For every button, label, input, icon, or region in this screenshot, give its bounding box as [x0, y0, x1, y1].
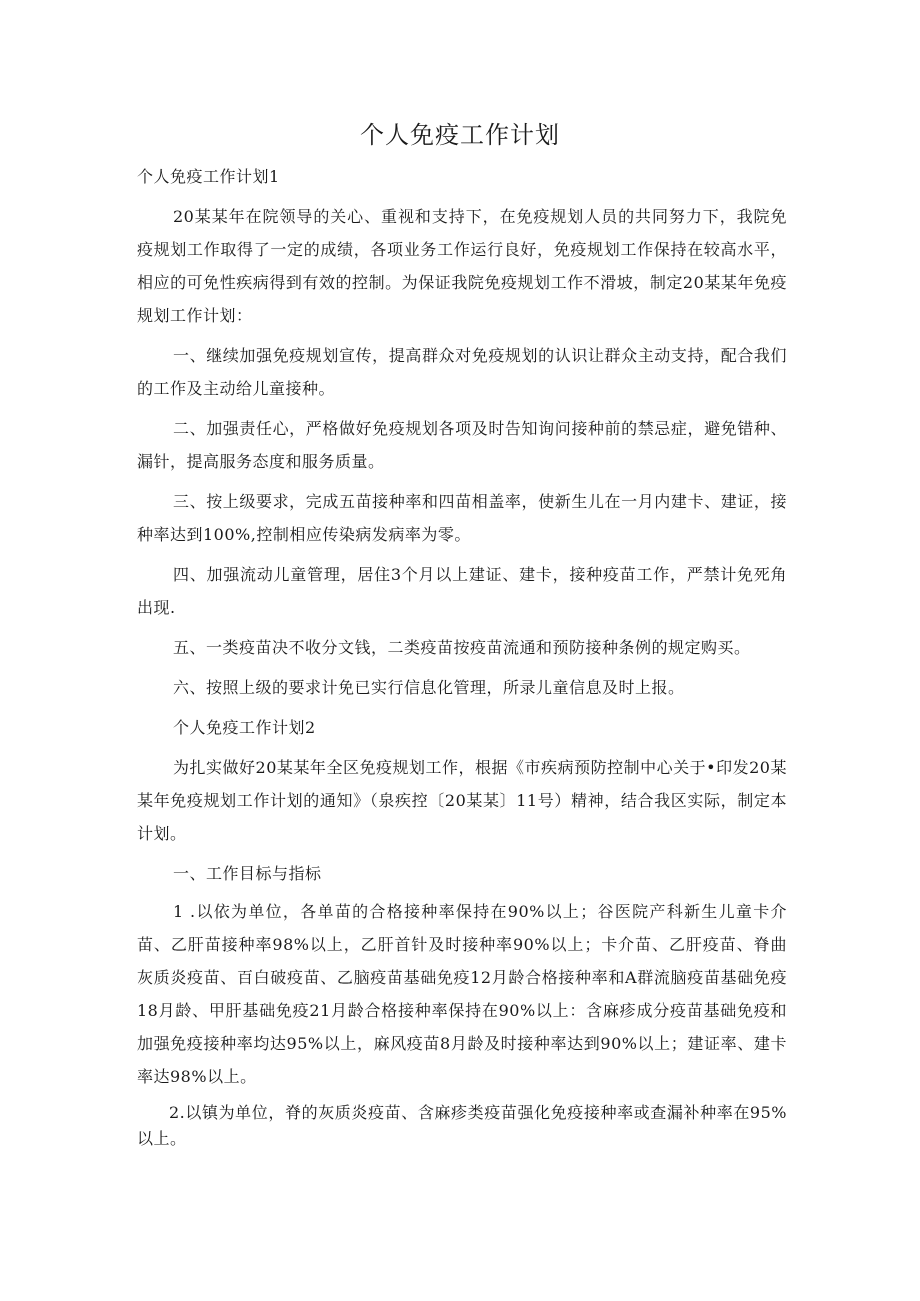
paragraph-intro-1: 20某某年在院领导的关心、重视和支持下，在免疫规划人员的共同努力下，我院免疫规划工作取得了一定的成绩，各项业务工作运行良好，免疫规划工作保持在较高水平，相应的可免性疾病得到有效的控制。为保证我院免疫规划工作不滑坡，制定20某某年免疫规划工作计划： — [137, 207, 787, 325]
paragraph-item-1: 一、继续加强免疫规划宣传，提高群众对免疫规划的认识让群众主动支持，配合我们的工作及主动给儿童接种。 — [137, 346, 787, 398]
paragraph-goal-1: 1 .以依为单位，各单苗的合格接种率保持在90%以上；谷医院产科新生儿童卡介苗、乙肝苗接种率98%以上，乙肝首针及时接种率90%以上；卡介苗、乙肝疫苗、脊曲灰质炎疫苗、百白破疫苗、乙脑疫苗基础免疫12月龄合格接种率和A群流脑疫苗基础免疫18月龄、甲肝基础免疫21月龄合格接种率保持在90%以上：含麻疹成分疫苗基础免疫和加强免疫接种率均达95%以上，麻风疫苗8月龄及时接种率达到90%以上；建证率、建卡率达98%以上。 — [137, 902, 787, 1086]
paragraph-item-5: 五、一类疫苗决不收分文钱，二类疫苗按疫苗流通和预防接种条例的规定购买。 — [173, 638, 751, 657]
document-body — [137, 160, 787, 1159]
paragraph-item-3: 三、按上级要求，完成五苗接种率和四苗相盖率，使新生儿在一月内建卡、建证，接种率达到100%,控制相应传染病发病率为零。 — [137, 492, 787, 544]
paragraph-item-2: 二、加强责任心，严格做好免疫规划各项及时告知询问接种前的禁忌症，避免错种、漏针，提高服务态度和服务质量。 — [137, 419, 787, 471]
section-heading-plan-2: 个人免疫工作计划2 — [173, 718, 316, 737]
paragraph-item-4: 四、加强流动儿童管理，居住3个月以上建证、建卡，接种疫苗工作，严禁计免死角出现. — [137, 565, 787, 617]
page-title: 个人免疫工作计划 — [360, 121, 560, 149]
paragraph-goal-2: 2.以镇为单位，脊的灰质炎疫苗、含麻疹类疫苗强化免疫接种率或查漏补种率在95%以上。 — [137, 1103, 787, 1148]
paragraph-intro-2: 为扎实做好20某某年全区免疫规划工作，根据《市疾病预防控制中心关于•印发20某某年免疫规划工作计划的通知》（泉疾控〔20某某〕11号）精神，结合我区实际，制定本计划。 — [137, 758, 787, 843]
section-heading-plan-1: 个人免疫工作计划1 — [137, 167, 280, 186]
paragraph-item-6: 六、按照上级的要求计免已实行信息化管理，所录儿童信息及时上报。 — [173, 678, 685, 697]
subsection-heading-goals: 一、工作目标与指标 — [173, 864, 322, 883]
